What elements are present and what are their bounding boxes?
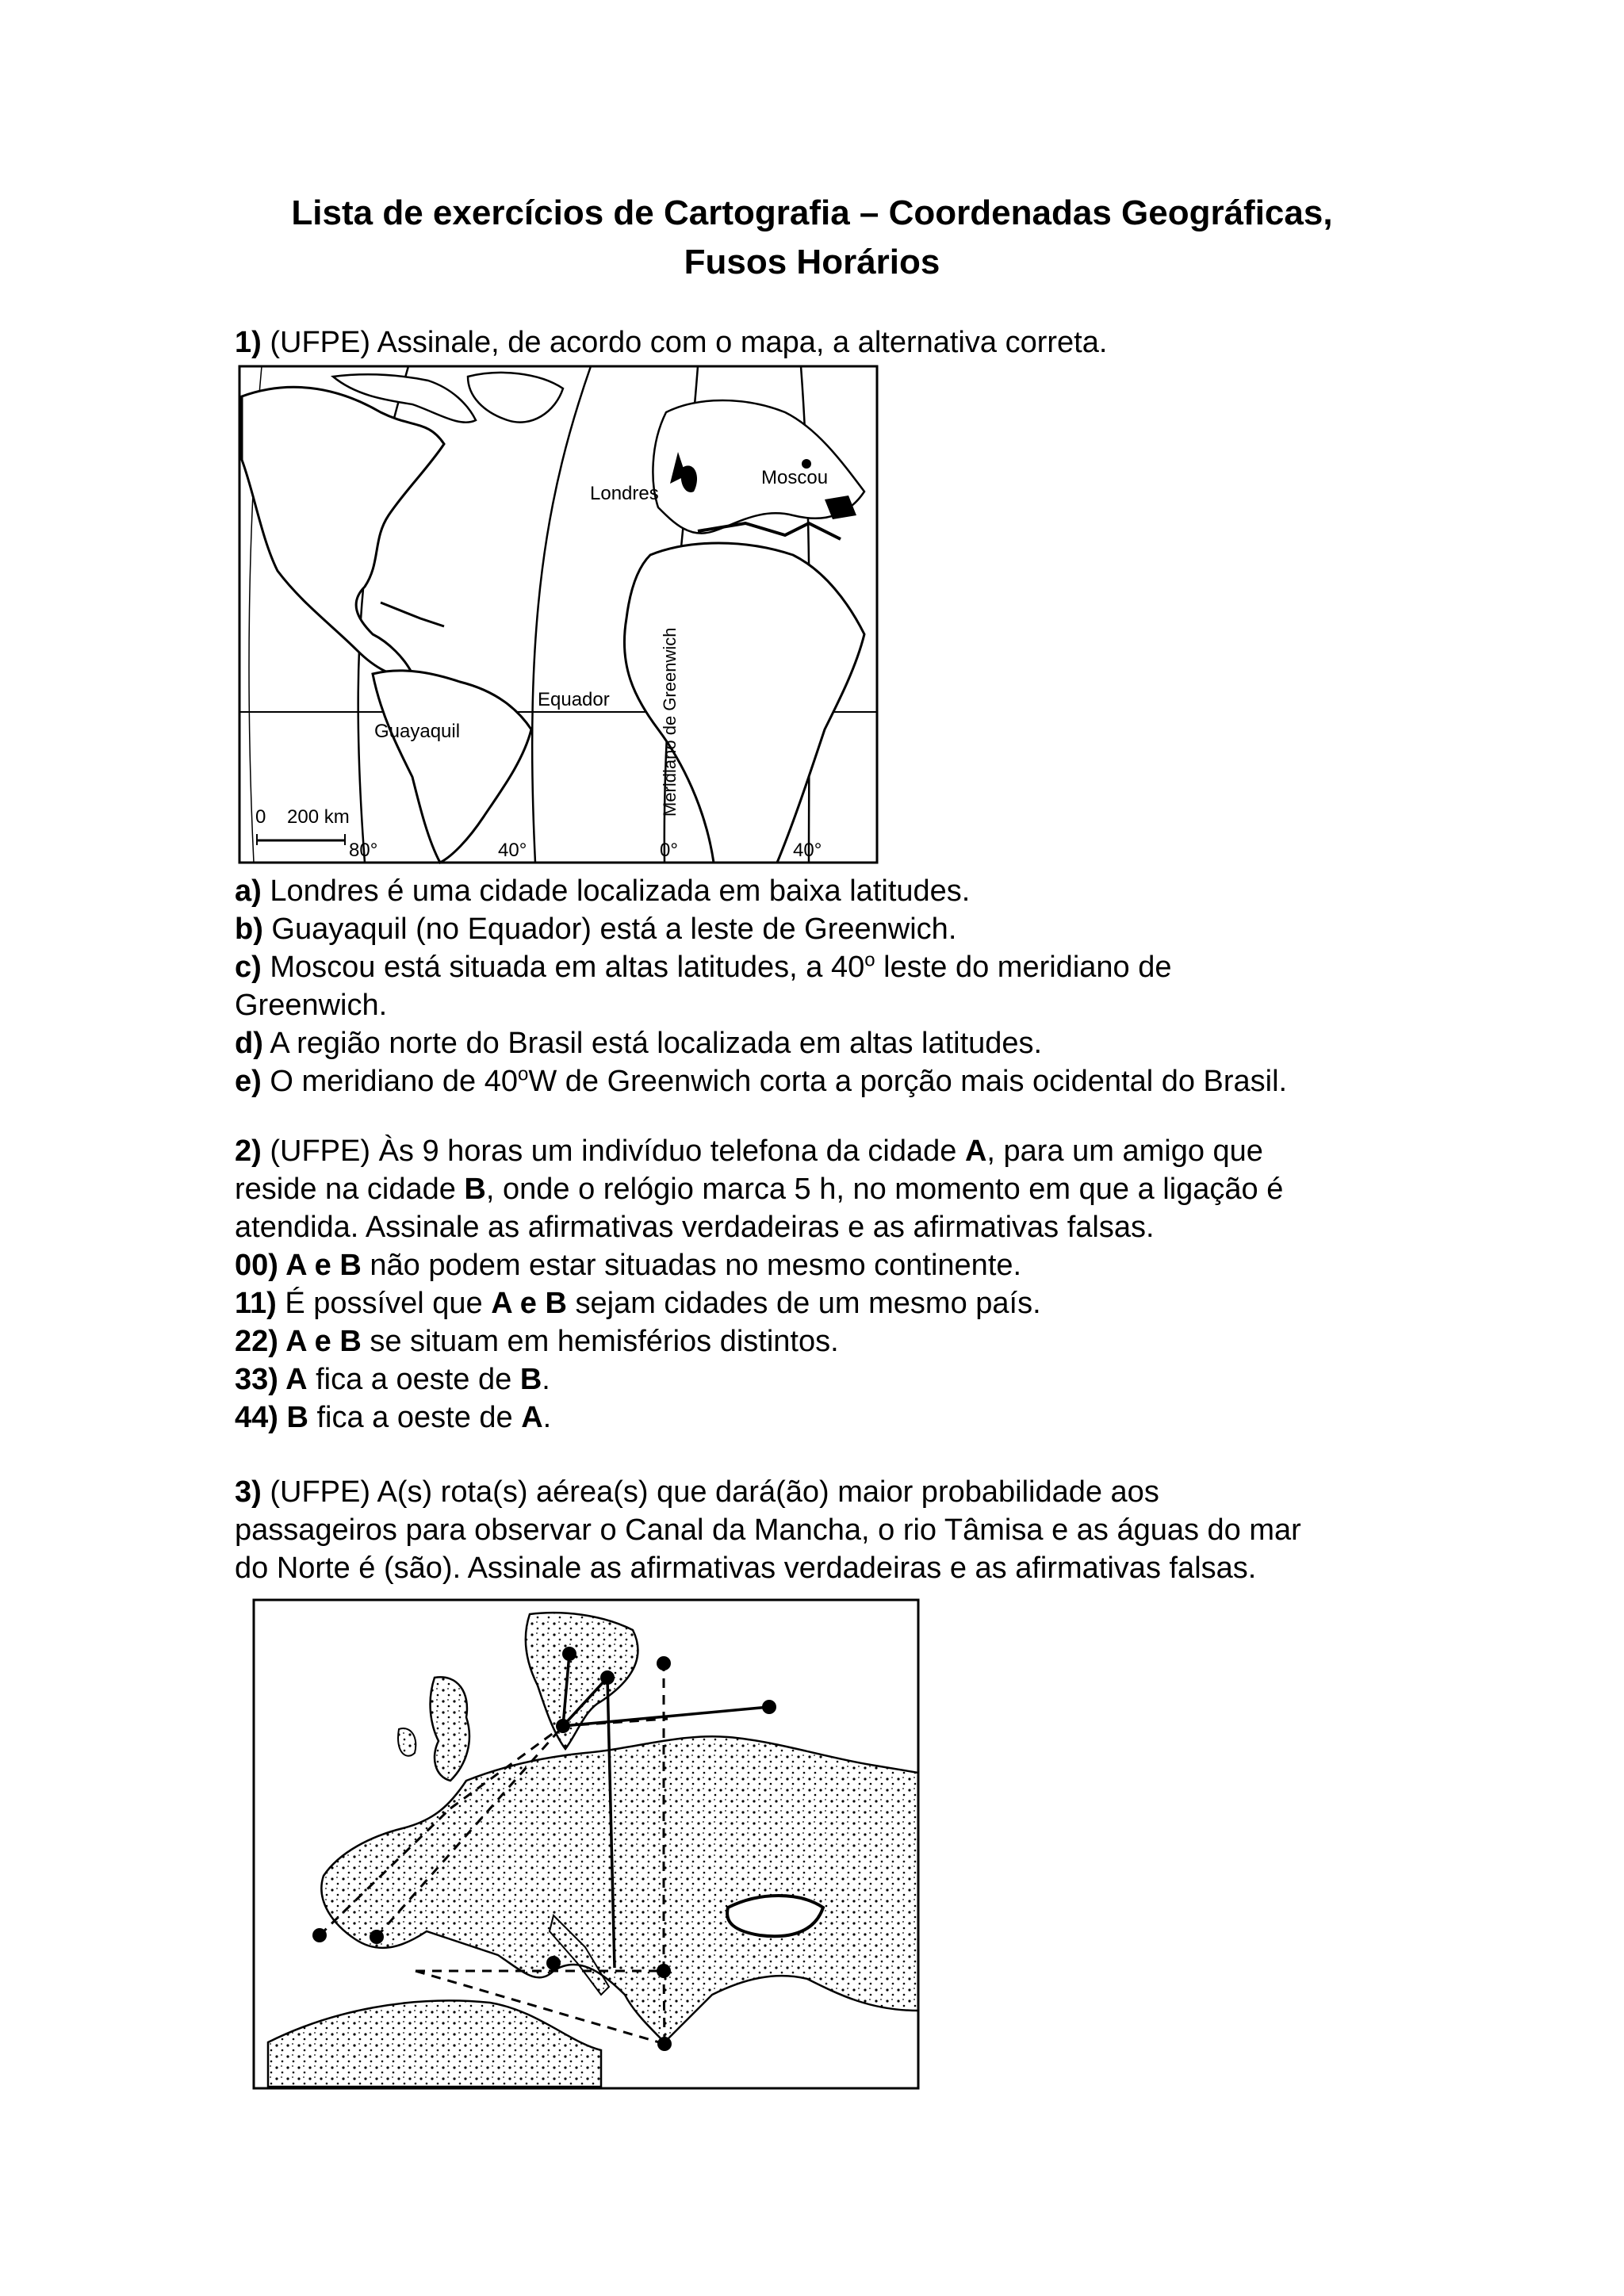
item-22: 22) A e B se situam em hemisférios distintos. xyxy=(235,1325,839,1358)
label-scale: 0 200 km xyxy=(255,806,350,828)
label-lon-40w: 40° xyxy=(498,840,527,861)
europe-routes-map xyxy=(252,1598,920,2090)
question-2: 2) (UFPE) Às 9 horas um indivíduo telefona da cidade A, para um amigo que reside na cidade B, onde o relógio marca 5 h, no momento em que a ligação é atendida. Assinale as afirmativas verdadeiras e as afirmativas falsas. 00) A e B não podem estar situadas no mesmo continente. 11) É possível que A e B sejam cidades de um mesmo país. 22) A e B se situam em hemisférios distintos. 33) A fica a oeste de B. 44) B fica a oeste de A. xyxy=(235,1132,1424,1437)
label-lon-0: 0° xyxy=(660,840,678,861)
option-c-continued: Greenwich. xyxy=(235,989,388,1022)
option-b: b) Guayaquil (no Equador) está a leste de Greenwich. xyxy=(235,913,957,946)
option-a: a) Londres é uma cidade localizada em baixa latitudes. xyxy=(235,874,971,908)
label-londres: Londres xyxy=(590,483,659,504)
label-meridiano: Meridiano de Greenwich xyxy=(660,627,680,817)
title-line-1: Lista de exercícios de Cartografia – Coordenadas Geográficas, xyxy=(291,193,1333,232)
world-map-figure xyxy=(238,365,879,864)
question-number: 1) xyxy=(235,326,262,359)
title-line-2: Fusos Horários xyxy=(684,243,940,281)
question-text: (UFPE) Assinale, de acordo com o mapa, a alternativa correta. xyxy=(261,326,1108,359)
item-00: 00) A e B não podem estar situadas no mesmo continente. xyxy=(235,1249,1022,1282)
option-e: e) O meridiano de 40$^o$W de Greenwich corta a porção mais ocidental do Brasil. xyxy=(235,1063,1288,1098)
label-moscou: Moscou xyxy=(761,467,829,488)
question-3: 3) (UFPE) A(s) rota(s) aérea(s) que dará(ão) maior probabilidade aos passageiros para observar o Canal da Mancha, o rio Tâmisa e as águas do mar do Norte é (são). Assinale as afirmativas verdadeiras e as afirmativas falsas. xyxy=(235,1475,1301,1585)
question-1-options xyxy=(235,872,1424,1100)
label-guayaquil: Guayaquil xyxy=(374,721,461,742)
item-11: 11) É possível que A e B sejam cidades de um mesmo país. xyxy=(235,1287,1041,1320)
label-lon-40e: 40° xyxy=(793,840,822,861)
item-44: 44) B fica a oeste de A. xyxy=(235,1401,552,1434)
page-title xyxy=(0,189,1624,287)
question-1-prompt xyxy=(235,323,1424,362)
item-33: 33) A fica a oeste de B. xyxy=(235,1363,550,1396)
option-d: d) A região norte do Brasil está localizada em altas latitudes. xyxy=(235,1027,1043,1060)
londres-dot xyxy=(685,479,695,488)
option-c: c) Moscou está situada em altas latitudes, a 40$^o$ leste do meridiano de xyxy=(235,949,1172,984)
label-lon-80w: 80° xyxy=(349,840,378,861)
label-equador: Equador xyxy=(538,689,610,710)
